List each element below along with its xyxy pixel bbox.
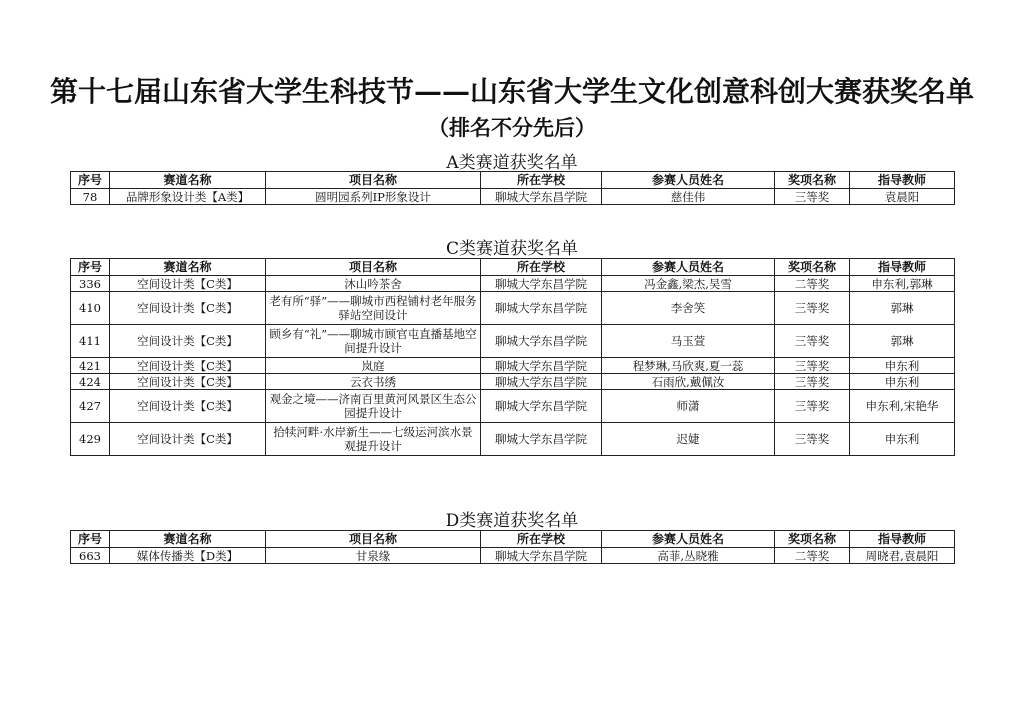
cell-index: 336 — [71, 276, 110, 292]
table-row — [71, 325, 955, 358]
header-project: 项目名称 — [266, 531, 481, 548]
cell-advisor: 郭琳 — [850, 292, 955, 325]
cell-project: 甘泉缘 — [266, 548, 481, 564]
cell-index: 663 — [71, 548, 110, 564]
cell-track: 空间设计类【C类】 — [110, 276, 266, 292]
header-project: 项目名称 — [266, 259, 481, 276]
table-row — [71, 358, 955, 374]
award-table-c — [70, 258, 955, 456]
header-track: 赛道名称 — [110, 259, 266, 276]
cell-participants: 李舍笑 — [602, 292, 775, 325]
cell-track: 空间设计类【C类】 — [110, 374, 266, 390]
header-school: 所在学校 — [481, 259, 602, 276]
section-title-c: C类赛道获奖名单 — [445, 239, 578, 259]
cell-participants: 慈佳伟 — [602, 189, 775, 205]
section-title-d: D类赛道获奖名单 — [445, 511, 579, 531]
cell-track: 品牌形象设计类【A类】 — [110, 189, 266, 205]
cell-project: 观金之境——济南百里黄河风景区生态公园提升设计 — [266, 390, 481, 423]
header-index: 序号 — [71, 172, 110, 189]
header-project: 项目名称 — [266, 172, 481, 189]
cell-school: 聊城大学东昌学院 — [481, 423, 602, 456]
cell-participants: 冯金鑫,梁杰,吴雪 — [602, 276, 775, 292]
cell-award: 三等奖 — [775, 374, 850, 390]
cell-school: 聊城大学东昌学院 — [481, 358, 602, 374]
table-row — [71, 548, 955, 564]
header-award: 奖项名称 — [775, 259, 850, 276]
award-table-d — [70, 530, 955, 564]
cell-project: 云衣书绣 — [266, 374, 481, 390]
cell-project: 顾乡有“礼”——聊城市顾官屯直播基地空间提升设计 — [266, 325, 481, 358]
cell-advisor: 申东利,宋艳华 — [850, 390, 955, 423]
header-participants: 参赛人员姓名 — [602, 172, 775, 189]
header-index: 序号 — [71, 259, 110, 276]
header-advisor: 指导教师 — [850, 172, 955, 189]
cell-project: 圆明园系列IP形象设计 — [266, 189, 481, 205]
cell-participants: 程梦琳,马欣爽,夏一蕊 — [602, 358, 775, 374]
cell-participants: 高菲,丛晓雅 — [602, 548, 775, 564]
header-award: 奖项名称 — [775, 531, 850, 548]
cell-award: 三等奖 — [775, 358, 850, 374]
cell-school: 聊城大学东昌学院 — [481, 325, 602, 358]
cell-project: 岚庭 — [266, 358, 481, 374]
header-track: 赛道名称 — [110, 172, 266, 189]
cell-award: 三等奖 — [775, 325, 850, 358]
cell-track: 媒体传播类【D类】 — [110, 548, 266, 564]
document-subtitle: （排名不分先后） — [428, 115, 596, 140]
cell-school: 聊城大学东昌学院 — [481, 276, 602, 292]
cell-participants: 石雨欣,戴佩汝 — [602, 374, 775, 390]
cell-advisor: 申东利 — [850, 374, 955, 390]
section-title-a: A类赛道获奖名单 — [446, 153, 578, 173]
header-advisor: 指导教师 — [850, 259, 955, 276]
cell-school: 聊城大学东昌学院 — [481, 548, 602, 564]
cell-advisor: 袁晨阳 — [850, 189, 955, 205]
cell-award: 三等奖 — [775, 423, 850, 456]
header-participants: 参赛人员姓名 — [602, 531, 775, 548]
table-header-row — [71, 531, 955, 548]
table-row — [71, 292, 955, 325]
table-header-row — [71, 172, 955, 189]
cell-project: 拾犊河畔·水岸新生——七级运河滨水景观提升设计 — [266, 423, 481, 456]
cell-project: 老有所“驿”——聊城市西程铺村老年服务驿站空间设计 — [266, 292, 481, 325]
table-header-row — [71, 259, 955, 276]
cell-index: 421 — [71, 358, 110, 374]
table-row — [71, 390, 955, 423]
cell-index: 410 — [71, 292, 110, 325]
header-index: 序号 — [71, 531, 110, 548]
cell-participants: 师潇 — [602, 390, 775, 423]
cell-school: 聊城大学东昌学院 — [481, 374, 602, 390]
cell-index: 429 — [71, 423, 110, 456]
cell-track: 空间设计类【C类】 — [110, 423, 266, 456]
cell-award: 二等奖 — [775, 548, 850, 564]
cell-school: 聊城大学东昌学院 — [481, 390, 602, 423]
cell-award: 三等奖 — [775, 390, 850, 423]
cell-project: 沐山吟茶舍 — [266, 276, 481, 292]
cell-track: 空间设计类【C类】 — [110, 390, 266, 423]
cell-track: 空间设计类【C类】 — [110, 325, 266, 358]
table-row — [71, 189, 955, 205]
header-participants: 参赛人员姓名 — [602, 259, 775, 276]
cell-index: 78 — [71, 189, 110, 205]
cell-index: 424 — [71, 374, 110, 390]
header-school: 所在学校 — [481, 531, 602, 548]
cell-school: 聊城大学东昌学院 — [481, 292, 602, 325]
cell-advisor: 申东利 — [850, 423, 955, 456]
cell-advisor: 周晓君,袁晨阳 — [850, 548, 955, 564]
table-row — [71, 423, 955, 456]
document-title: 第十七届山东省大学生科技节——山东省大学生文化创意科创大赛获奖名单 — [49, 75, 974, 108]
header-school: 所在学校 — [481, 172, 602, 189]
cell-school: 聊城大学东昌学院 — [481, 189, 602, 205]
cell-award: 三等奖 — [775, 292, 850, 325]
header-advisor: 指导教师 — [850, 531, 955, 548]
cell-award: 二等奖 — [775, 276, 850, 292]
table-row — [71, 374, 955, 390]
cell-award: 三等奖 — [775, 189, 850, 205]
table-row — [71, 276, 955, 292]
cell-advisor: 申东利 — [850, 358, 955, 374]
cell-track: 空间设计类【C类】 — [110, 358, 266, 374]
cell-index: 411 — [71, 325, 110, 358]
header-track: 赛道名称 — [110, 531, 266, 548]
cell-index: 427 — [71, 390, 110, 423]
cell-advisor: 申东利,郭琳 — [850, 276, 955, 292]
cell-advisor: 郭琳 — [850, 325, 955, 358]
award-table-a — [70, 171, 955, 205]
cell-participants: 马玉萱 — [602, 325, 775, 358]
cell-participants: 迟婕 — [602, 423, 775, 456]
cell-track: 空间设计类【C类】 — [110, 292, 266, 325]
header-award: 奖项名称 — [775, 172, 850, 189]
